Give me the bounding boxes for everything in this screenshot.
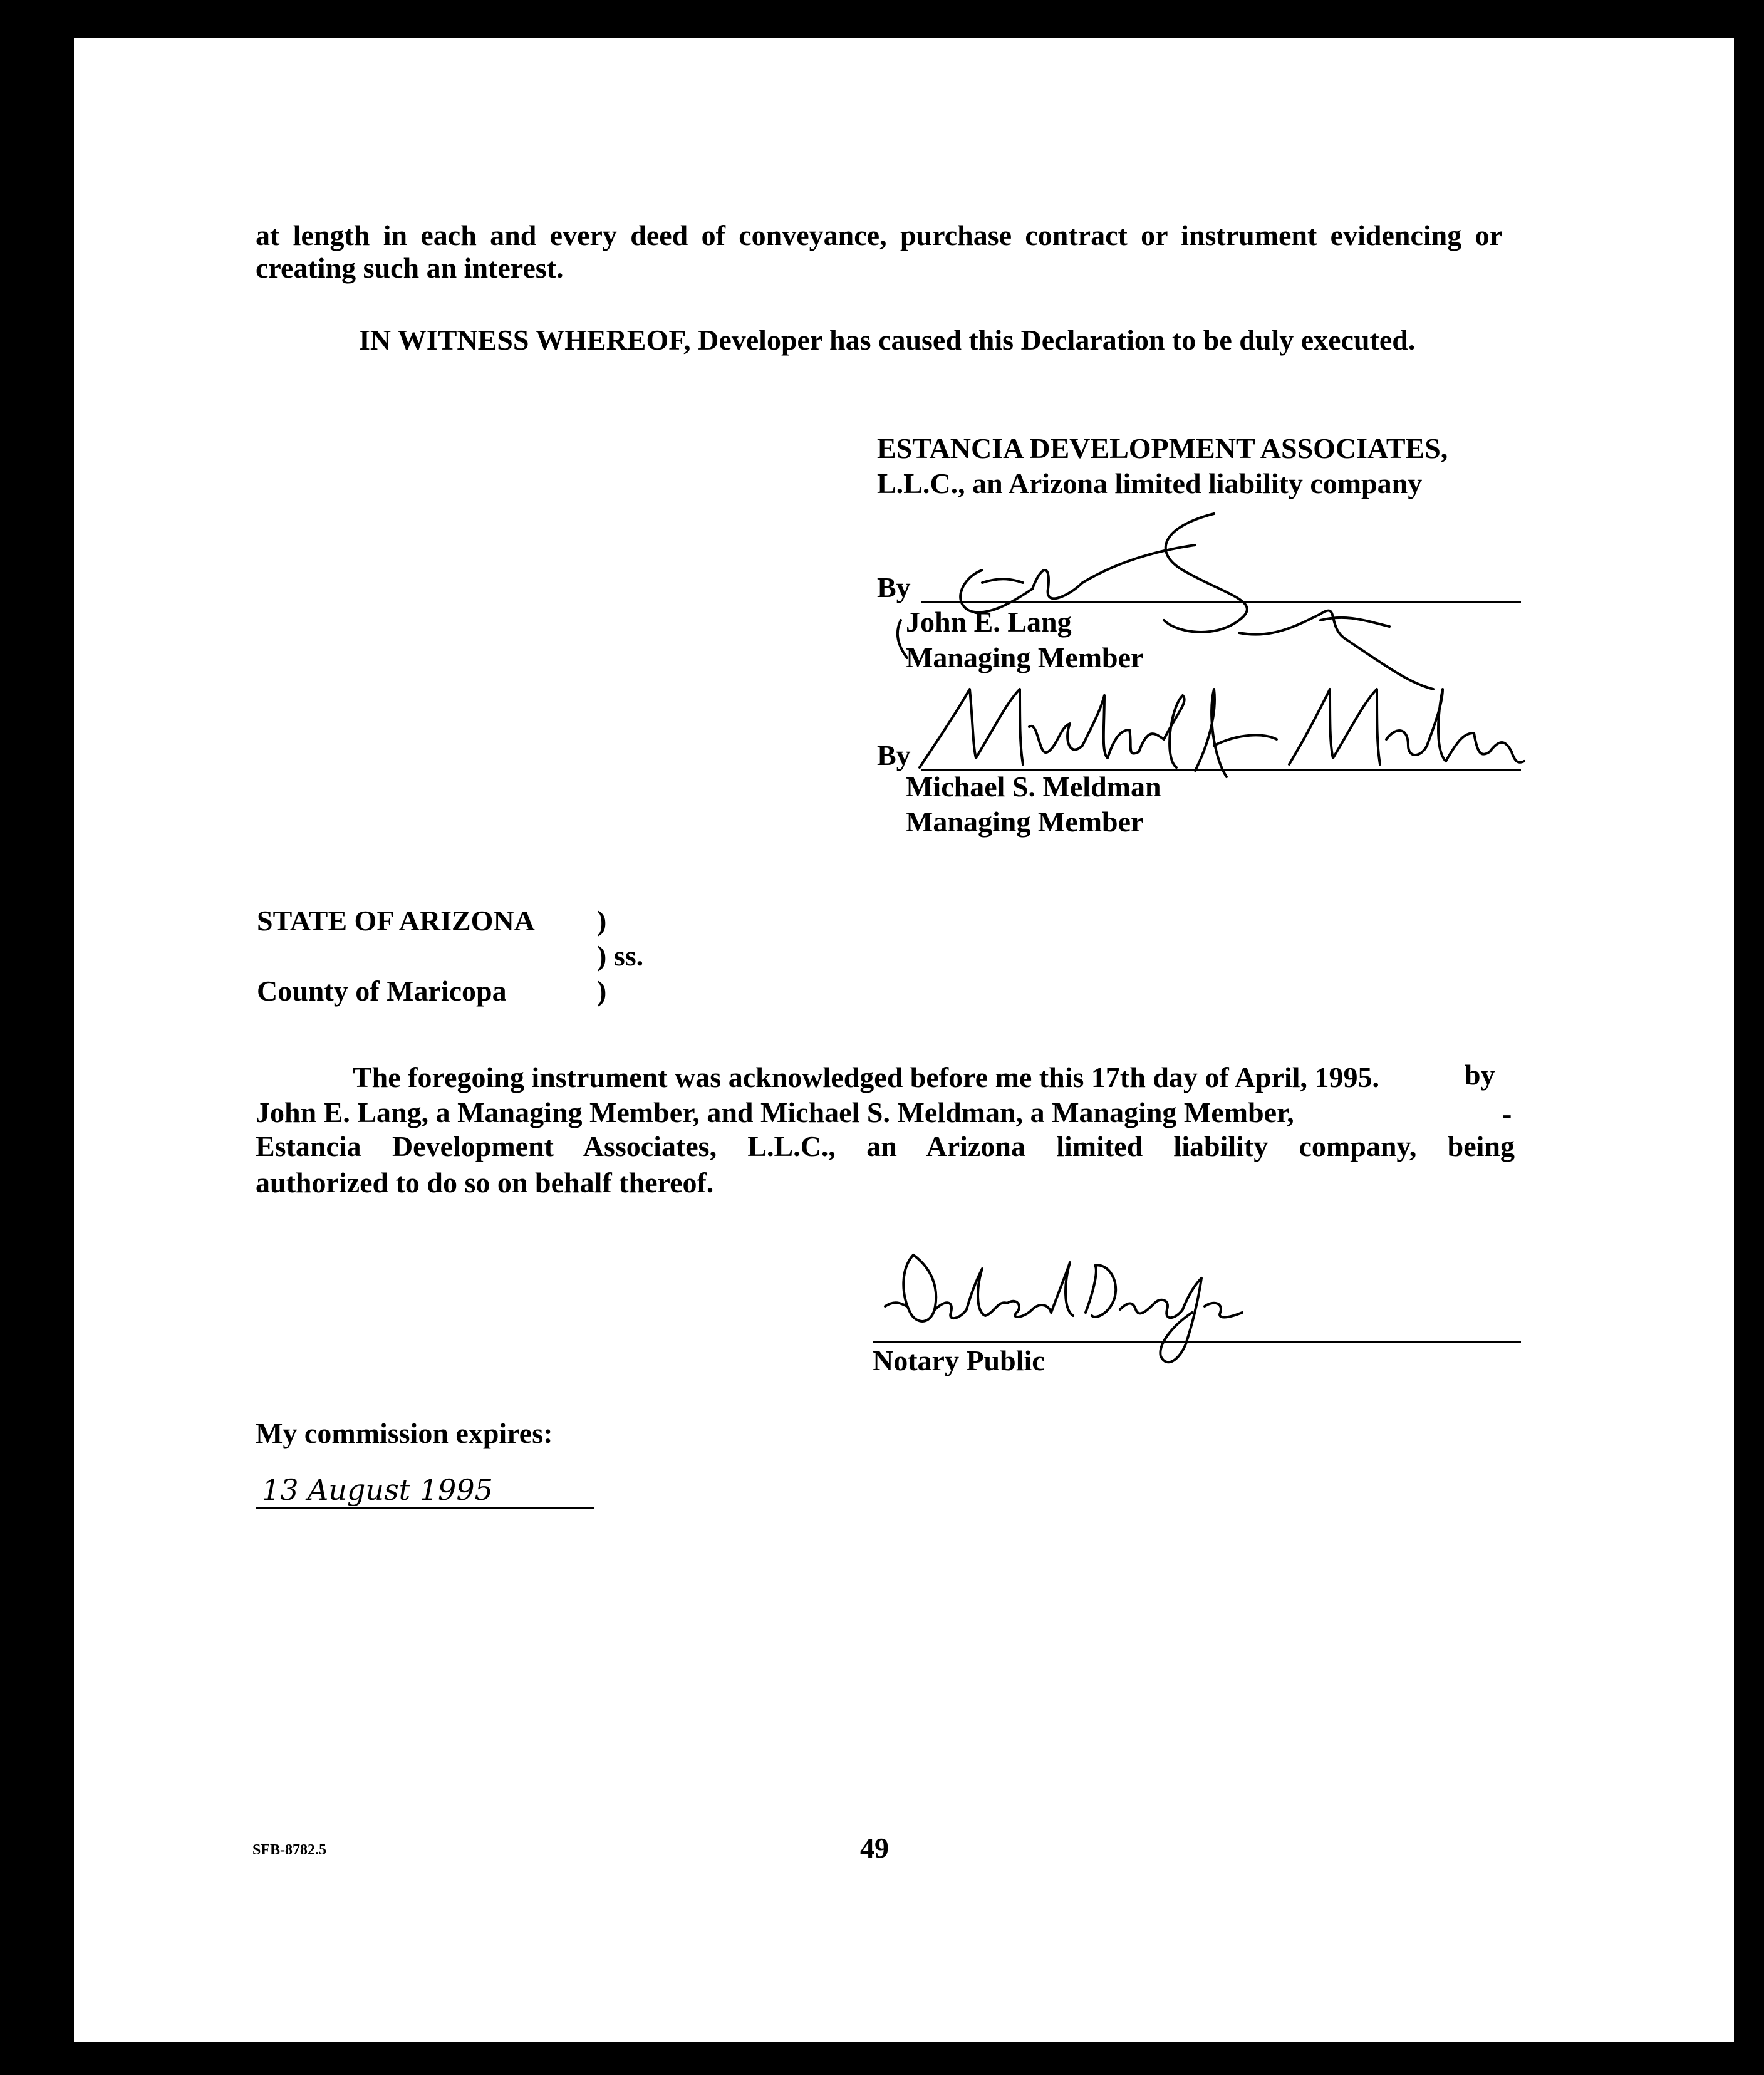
by-label-2: By: [877, 739, 911, 771]
acknowledgment-fragment-2: -: [1502, 1098, 1512, 1130]
document-page: [74, 38, 1734, 2042]
venue-paren-1: ): [597, 905, 607, 937]
acknowledgment-line-4: authorized to do so on behalf thereof.: [256, 1167, 714, 1199]
company-name-line1: ESTANCIA DEVELOPMENT ASSOCIATES,: [877, 432, 1448, 464]
commission-label: My commission expires:: [256, 1417, 553, 1449]
paragraph-top: at length in each and every deed of conveyance, purchase contract or instrument evidencing or creating such an interest.: [256, 219, 1502, 284]
venue-county: County of Maricopa: [257, 975, 507, 1007]
signatory-title-2: Managing Member: [906, 806, 1144, 838]
by-label-1: By: [877, 571, 911, 603]
document-code: SFB-8782.5: [252, 1842, 327, 1858]
commission-date: 13 August 1995: [262, 1473, 493, 1507]
signatory-title-1: Managing Member: [906, 642, 1144, 673]
page-number: 49: [860, 1832, 889, 1864]
acknowledgment-fragment-1: by: [1465, 1059, 1495, 1091]
notary-signature-line: [873, 1341, 1521, 1343]
signatory-name-2: Michael S. Meldman: [906, 771, 1161, 803]
witness-line: IN WITNESS WHEREOF, Developer has caused this Declaration to be duly executed.: [359, 324, 1416, 356]
notary-public-label: Notary Public: [873, 1344, 1045, 1376]
company-name-line2: L.L.C., an Arizona limited liability company: [877, 467, 1423, 499]
acknowledgment-line-3: Estancia Development Associates, L.L.C., an Arizona limited liability company, being: [256, 1130, 1515, 1162]
venue-state: STATE OF ARIZONA: [257, 905, 535, 937]
signature-michael-meldman: [913, 652, 1527, 789]
signatory-name-1: John E. Lang: [906, 606, 1072, 638]
acknowledgment-line-1: The foregoing instrument was acknowledged before me this 17th day of April, 1995.: [353, 1061, 1379, 1093]
venue-paren-3: ): [597, 975, 607, 1007]
venue-ss: ) ss.: [597, 940, 644, 972]
acknowledgment-line-2: John E. Lang, a Managing Member, and Michael S. Meldman, a Managing Member,: [256, 1096, 1294, 1128]
